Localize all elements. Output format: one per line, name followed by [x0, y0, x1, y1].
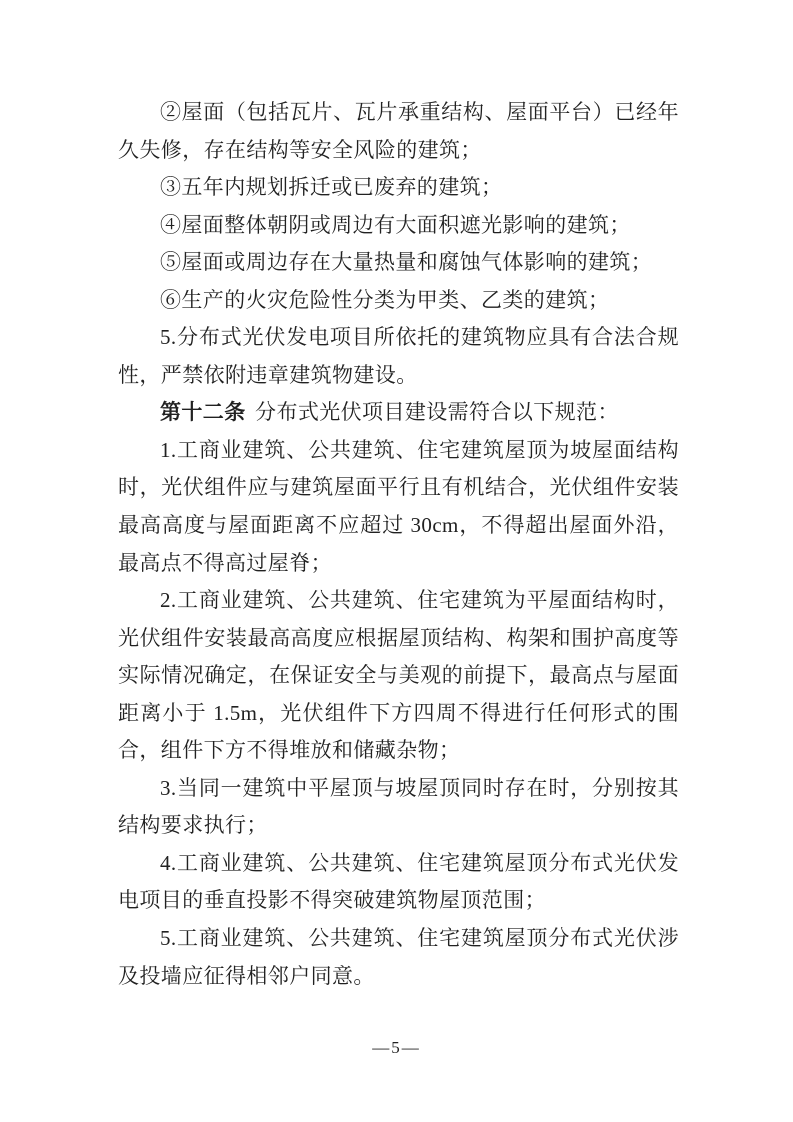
document-paragraph: 2.工商业建筑、公共建筑、住宅建筑为平屋面结构时，光伏组件安装最高高度应根据屋顶结构、构架和围护高度等实际情况确定，在保证安全与美观的前提下，最高点与屋面距离小于 1.5m，光伏组件下方四周不得进行任何形式的围合，组件下方不得堆放和储藏杂物； — [118, 588, 679, 763]
clause-heading-text: 分布式光伏项目建设需符合以下规范： — [255, 400, 619, 425]
document-paragraph: 1.工商业建筑、公共建筑、住宅建筑屋顶为坡屋面结构时，光伏组件应与建筑屋面平行且有机结合，光伏组件安装最高高度与屋面距离不应超过 30cm，不得超出屋面外沿，最高点不得高过屋脊； — [118, 437, 679, 575]
document-paragraph: 4.工商业建筑、公共建筑、住宅建筑屋顶分布式光伏发电项目的垂直投影不得突破建筑物屋顶范围； — [118, 850, 679, 913]
document-paragraph: 5.分布式光伏发电项目所依托的建筑物应具有合法合规性，严禁依附违章建筑物建设。 — [118, 325, 679, 387]
document-paragraph: 5.工商业建筑、公共建筑、住宅建筑屋顶分布式光伏涉及投墙应征得相邻户同意。 — [118, 926, 679, 988]
document-body — [118, 94, 679, 995]
document-paragraph: 3.当同一建筑中平屋顶与坡屋顶同时存在时，分别按其结构要求执行； — [118, 775, 679, 838]
clause-number: 第十二条 — [160, 400, 246, 425]
document-paragraph: ③五年内规划拆迁或已废弃的建筑； — [160, 175, 503, 200]
page-number: —5— — [372, 1038, 421, 1057]
document-paragraph: ⑤屋面或周边存在大量热量和腐蚀气体影响的建筑； — [160, 250, 653, 275]
clause-heading-paragraph — [118, 394, 679, 432]
document-paragraph: ④屋面整体朝阴或周边有大面积遮光影响的建筑； — [160, 212, 631, 237]
document-paragraph: ⑥生产的火灾危险性分类为甲类、乙类的建筑； — [160, 287, 610, 312]
document-paragraph: ②屋面（包括瓦片、瓦片承重结构、屋面平台）已经年久失修，存在结构等安全风险的建筑； — [118, 100, 679, 162]
